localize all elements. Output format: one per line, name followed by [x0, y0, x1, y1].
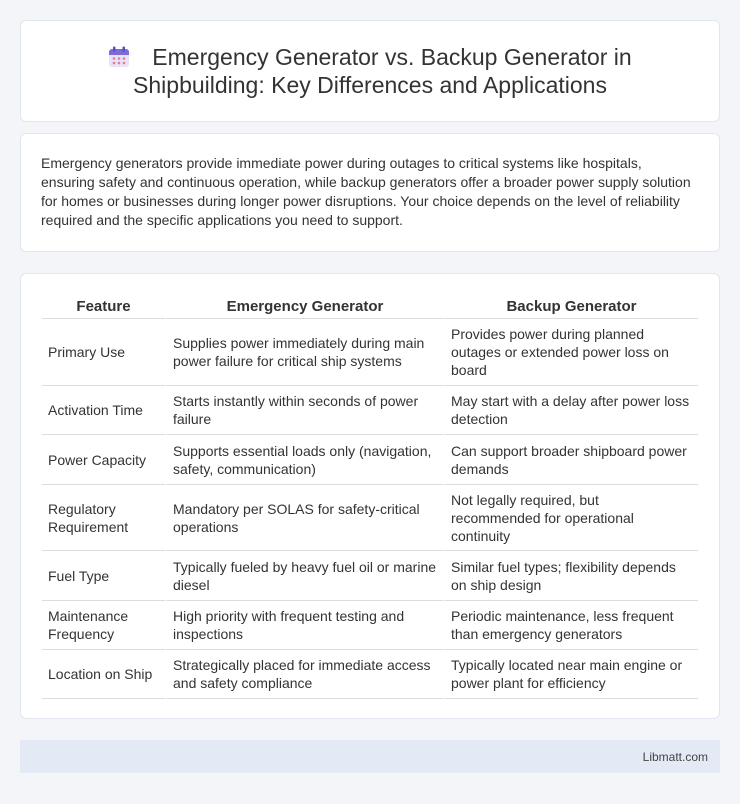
title-wrap	[60, 43, 680, 99]
row-feature: Power Capacity	[42, 435, 165, 485]
page-title	[60, 43, 680, 99]
table-row	[42, 435, 698, 485]
row-feature: Activation Time	[42, 386, 165, 435]
table-row	[42, 386, 698, 435]
row-feature: Fuel Type	[42, 551, 165, 601]
row-feature: Location on Ship	[42, 650, 165, 699]
row-emergency: Supplies power immediately during main power failure for critical ship systems	[165, 319, 443, 386]
row-backup: Provides power during planned outages or extended power loss on board	[443, 319, 698, 386]
table-header-row	[42, 295, 698, 319]
table-row	[42, 319, 698, 386]
row-feature: Primary Use	[42, 319, 165, 386]
comparison-card	[20, 273, 720, 719]
row-backup: Similar fuel types; flexibility depends on ship design	[443, 551, 698, 601]
row-emergency: Strategically placed for immediate access and safety compliance	[165, 650, 443, 699]
intro-paragraph: Emergency generators provide immediate power during outages to critical systems like hospitals, ensuring safety and continuous operation, while backup generators offer a broader power supply solution for homes or businesses during longer power disruptions. Your choice depends on the level of reliability required and the specific applications you need to support.	[41, 155, 691, 228]
header-backup-generator: Backup Generator	[443, 295, 698, 319]
table-row	[42, 551, 698, 601]
row-feature: Maintenance Frequency	[42, 601, 165, 650]
row-backup: Not legally required, but recommended for operational continuity	[443, 485, 698, 551]
row-backup: May start with a delay after power loss detection	[443, 386, 698, 435]
calendar-icon	[108, 46, 130, 68]
row-emergency: Typically fueled by heavy fuel oil or marine diesel	[165, 551, 443, 601]
header-feature: Feature	[42, 295, 165, 319]
page-title-text: Emergency Generator vs. Backup Generator in Shipbuilding: Key Differences and Applications	[133, 44, 632, 98]
row-backup: Can support broader shipboard power demands	[443, 435, 698, 485]
row-emergency: Starts instantly within seconds of power failure	[165, 386, 443, 435]
footer	[20, 740, 720, 773]
row-emergency: Mandatory per SOLAS for safety-critical operations	[165, 485, 443, 551]
footer-brand-link[interactable]: Libmatt.com	[642, 749, 708, 764]
intro-card	[20, 133, 720, 252]
row-feature: Regulatory Requirement	[42, 485, 165, 551]
row-backup: Typically located near main engine or power plant for efficiency	[443, 650, 698, 699]
table-row	[42, 601, 698, 650]
row-emergency: Supports essential loads only (navigation, safety, communication)	[165, 435, 443, 485]
header-emergency-generator: Emergency Generator	[165, 295, 443, 319]
title-card	[20, 20, 720, 122]
table-row	[42, 650, 698, 699]
table-row	[42, 485, 698, 551]
row-emergency: High priority with frequent testing and inspections	[165, 601, 443, 650]
row-backup: Periodic maintenance, less frequent than emergency generators	[443, 601, 698, 650]
comparison-table	[42, 295, 698, 699]
